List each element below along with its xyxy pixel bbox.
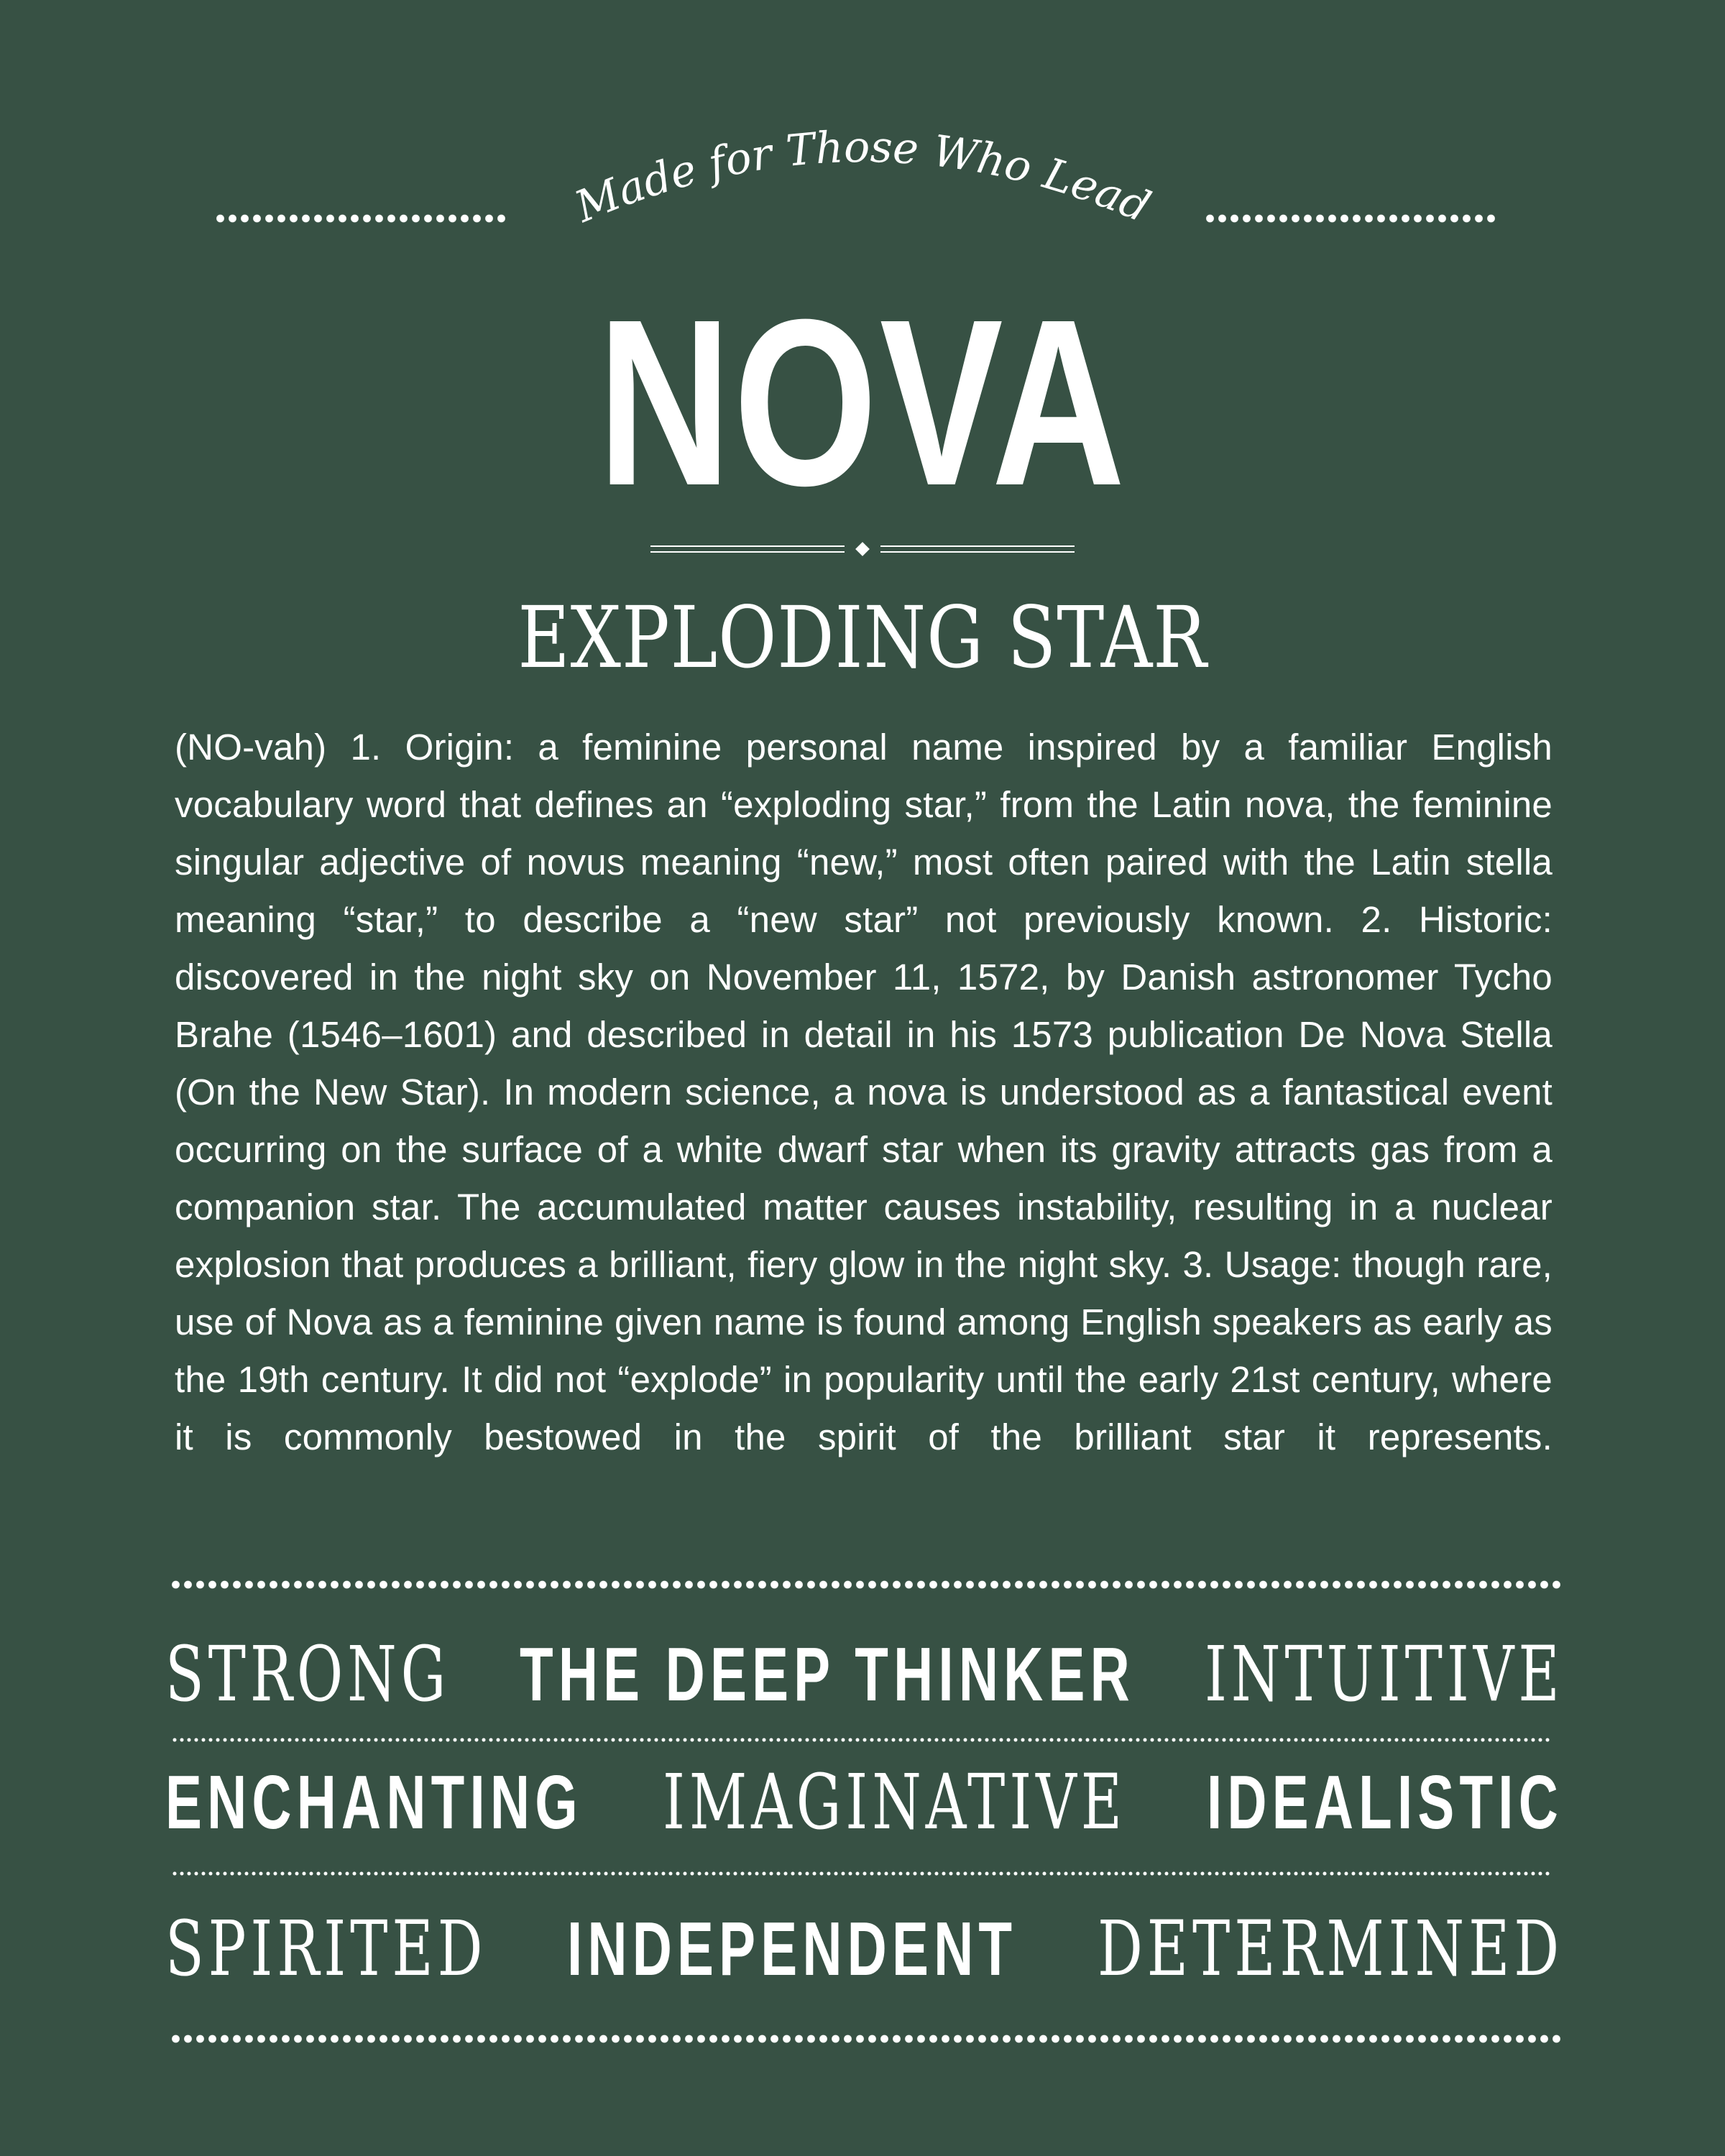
trait-word: ENCHANTING xyxy=(165,1760,583,1845)
top-left-dotted-rule xyxy=(214,213,505,224)
trait-row-2 xyxy=(165,1759,1563,1846)
title-ornament-divider xyxy=(650,540,1075,558)
tagline-text: Made for Those Who Lead xyxy=(568,121,1157,233)
traits-top-dotted-rule xyxy=(170,1580,1560,1590)
trait-word: SPIRITED xyxy=(165,1904,487,1993)
top-right-dotted-rule xyxy=(1204,213,1495,224)
tagline xyxy=(546,101,1179,244)
trait-word: IDEALISTIC xyxy=(1206,1760,1563,1845)
diamond-icon xyxy=(855,542,870,556)
svg-text:Made for Those Who Lead xyxy=(568,122,1157,233)
traits-divider-1 xyxy=(171,1738,1551,1742)
ornament-line-right xyxy=(880,545,1075,553)
trait-row-3 xyxy=(165,1906,1563,1992)
trait-word: DETERMINED xyxy=(1097,1904,1563,1993)
name-title: NOVA xyxy=(597,270,1128,535)
trait-word: INTUITIVE xyxy=(1204,1630,1564,1718)
bottom-dotted-rule xyxy=(170,2034,1560,2044)
trait-word: THE DEEP THINKER xyxy=(519,1632,1135,1717)
trait-word: STRONG xyxy=(165,1630,451,1718)
trait-row-1 xyxy=(165,1631,1563,1718)
name-meaning: EXPLODING STAR xyxy=(518,588,1208,687)
trait-word: INDEPENDENT xyxy=(567,1907,1018,1991)
ornament-line-left xyxy=(650,545,845,553)
trait-word: IMAGINATIVE xyxy=(663,1758,1127,1846)
definition-paragraph: (NO-vah) 1. Origin: a feminine personal name inspired by a familiar English vocabulary word that defines an “exploding star,” from the Latin nova, the feminine singular adjective of novus meaning “new,” most often paired with the Latin stella meaning “star,” to describe a “new star” not previously known. 2. Historic: discovered in the night sky on November 11, 1572, by Danish astronomer Tycho Brahe (1546–1601) and described in detail in his 1573 publication De Nova Stella (On the New Star). In modern science, a nova is understood as a fantastical event occurring on the surface of a white dwarf star when its gravity attracts gas from a companion star. The accumulated matter causes instability, resulting in a nuclear explosion that produces a brilliant, fiery glow in the night sky. 3. Usage: though rare, use of Nova as a feminine given name is found among English speakers as early as the 19th century. It did not “explode” in popularity until the early 21st century, where it is commonly bestowed in the spirit of the brilliant star it represents. xyxy=(175,727,1552,1457)
traits-divider-2 xyxy=(171,1871,1551,1876)
